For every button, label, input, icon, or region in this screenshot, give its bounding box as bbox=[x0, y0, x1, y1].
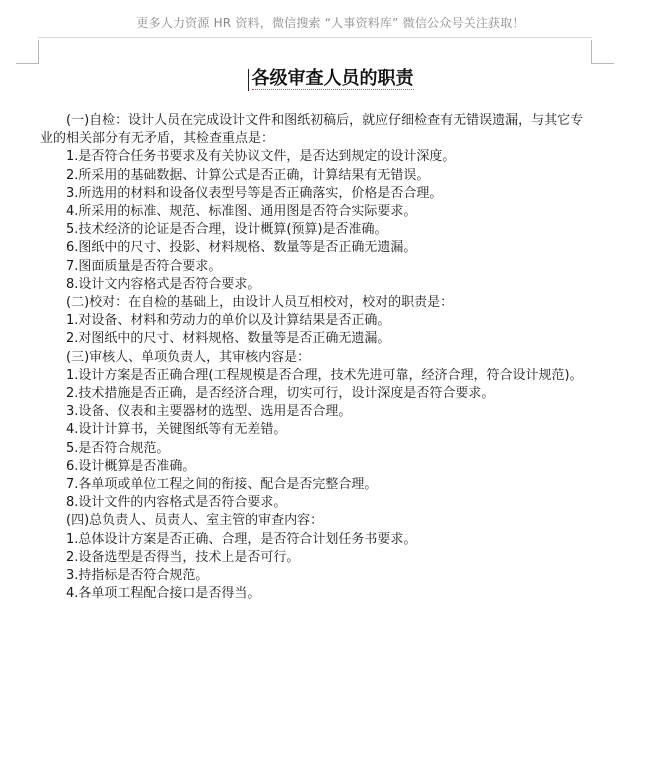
list-item: 8.设计文件的内容格式是否符合要求。 bbox=[66, 495, 287, 511]
section-heading-proofreading: (二)校对：在自检的基础上，由设计人员互相校对，校对的职责是： bbox=[66, 295, 454, 311]
list-item: 4.所采用的标准、规范、标准图、通用图是否符合实际要求。 bbox=[66, 204, 417, 220]
section-heading-chief-review: (四)总负责人、员责人、室主管的审查内容： bbox=[66, 513, 324, 529]
text-cursor-title[interactable] bbox=[248, 68, 414, 89]
list-item: 2.设备选型是否得当，技术上是否可行。 bbox=[66, 549, 300, 565]
list-item: 3.持指标是否符合规范。 bbox=[66, 568, 209, 584]
crop-mark-left-vertical bbox=[38, 40, 39, 64]
list-item: 2.对图纸中的尺寸、材料规格、数量等是否正确无遗漏。 bbox=[66, 331, 391, 347]
list-item: 3.设备、仪表和主要器材的选型、选用是否合理。 bbox=[66, 404, 352, 420]
list-item: 6.图纸中的尺寸、投影、材料规格、数量等是否正确无遗漏。 bbox=[66, 240, 417, 256]
document-title-block bbox=[0, 64, 661, 90]
document-body bbox=[40, 112, 596, 603]
section-heading-self-check: (一)自检：设计人员在完成设计文件和图纸初稿后，就应仔细检查有无错误遗漏，与其它专业的相关部分有无矛盾，其检查重点是： bbox=[40, 113, 584, 147]
list-item: 1.是否符合任务书要求及有关协议文件，是否达到规定的设计深度。 bbox=[66, 149, 456, 165]
section-heading-review: (三)审核人、单项负责人，其审核内容是： bbox=[66, 349, 311, 365]
list-item: 2.技术措施是否正确，是否经济合理，切实可行，设计深度是否符合要求。 bbox=[66, 386, 495, 402]
list-item: 4.设计计算书，关键图纸等有无差错。 bbox=[66, 422, 287, 438]
list-item: 5.是否符合规范。 bbox=[66, 440, 170, 456]
list-item: 6.设计概算是否准确。 bbox=[66, 458, 196, 474]
list-item: 7.各单项或单位工程之间的衔接、配合是否完整合理。 bbox=[66, 477, 378, 493]
list-item: 4.各单项工程配合接口是否得当。 bbox=[66, 586, 261, 602]
page-top-border bbox=[38, 37, 592, 38]
header-note: 更多人力资源 HR 资料，微信搜索 “人事资料库” 微信公众号关注获取！ bbox=[136, 16, 525, 30]
list-item: 1.对设备、材料和劳动力的单价以及计算结果是否正确。 bbox=[66, 313, 391, 329]
list-item: 2.所采用的基础数据、计算公式是否正确，计算结果有无错误。 bbox=[66, 167, 430, 183]
list-item: 8.设计文内容格式是否符合要求。 bbox=[66, 276, 261, 292]
list-item: 7.图面质量是否符合要求。 bbox=[66, 258, 222, 274]
list-item: 3.所选用的材料和设备仪表型号等是否正确落实，价格是否合理。 bbox=[66, 185, 443, 201]
list-item: 5.技术经济的论证是否合理，设计概算(预算)是否准确。 bbox=[66, 222, 388, 238]
list-item: 1.总体设计方案是否正确、合理，是否符合计划任务书要求。 bbox=[66, 531, 417, 547]
list-item: 1.设计方案是否正确合理(工程规模是否合理，技术先进可靠，经济合理，符合设计规范)。 bbox=[66, 367, 583, 383]
crop-mark-right-vertical bbox=[591, 40, 592, 64]
page-title: 各级审查人员的职责 bbox=[251, 68, 414, 89]
